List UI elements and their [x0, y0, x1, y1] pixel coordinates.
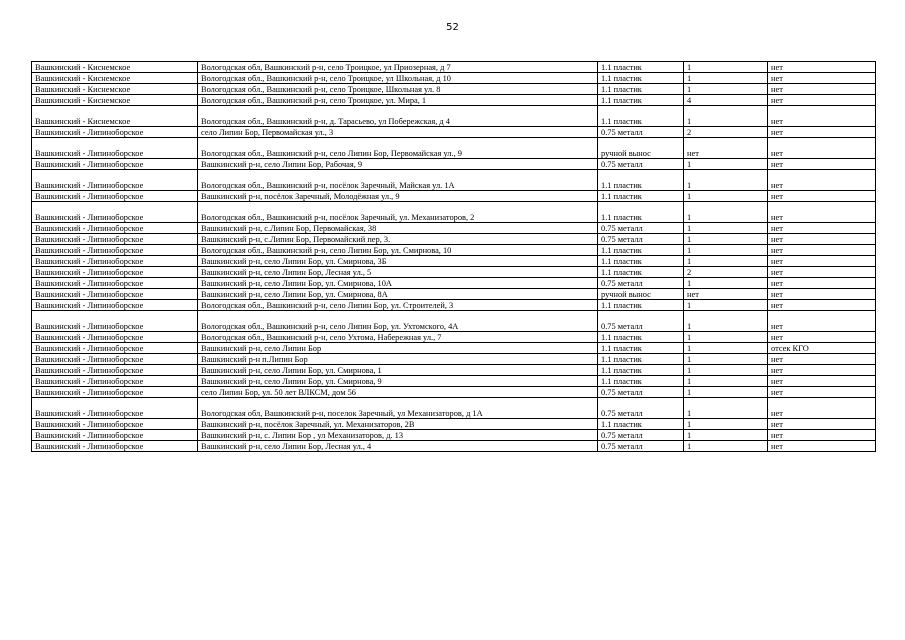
address-cell: Вологодская обл., Вашкинский р-н, село Липин Бор, ул. Смирнова, 10: [198, 245, 598, 256]
note-cell: нет: [768, 223, 876, 234]
note-cell: нет: [768, 267, 876, 278]
table-row: [32, 365, 876, 376]
table-row: [32, 62, 876, 73]
table-row: [32, 398, 876, 419]
settlement-cell: Вашкинский - Липиноборское: [32, 245, 198, 256]
table-row: [32, 343, 876, 354]
container-count-cell: 1: [684, 245, 768, 256]
address-cell: Вашкинский р-н, село Липин Бор, ул. Смирнова, 10А: [198, 278, 598, 289]
container-type-cell: 1.1 пластик: [598, 300, 684, 311]
address-cell: Вологодская обл., Вашкинский р-н, посёлок Заречный, Майская ул. 1А: [198, 170, 598, 191]
table-body: [32, 62, 876, 452]
container-count-cell: 1: [684, 278, 768, 289]
table-row: [32, 332, 876, 343]
address-cell: Вашкинский р-н, посёлок Заречный, ул. Механизаторов, 2В: [198, 419, 598, 430]
note-cell: отсек КГО: [768, 343, 876, 354]
table-row: [32, 354, 876, 365]
table-row: [32, 256, 876, 267]
address-cell: Вашкинский р-н, село Липин Бор, ул. Смирнова, 9: [198, 376, 598, 387]
settlement-cell: Вашкинский - Липиноборское: [32, 398, 198, 419]
container-count-cell: 1: [684, 256, 768, 267]
address-cell: село Липин Бор, ул. 50 лет ВЛКСМ, дом 56: [198, 387, 598, 398]
table-row: [32, 106, 876, 127]
settlement-cell: Вашкинский - Липиноборское: [32, 202, 198, 223]
container-count-cell: 1: [684, 365, 768, 376]
address-cell: Вологодская обл., Вашкинский р-н, село Липин Бор, ул. Строителей, 3: [198, 300, 598, 311]
table-row: [32, 127, 876, 138]
container-type-cell: 0.75 металл: [598, 430, 684, 441]
settlement-cell: Вашкинский - Липиноборское: [32, 343, 198, 354]
container-type-cell: 0.75 металл: [598, 127, 684, 138]
note-cell: нет: [768, 127, 876, 138]
container-count-cell: 1: [684, 202, 768, 223]
settlement-cell: Вашкинский - Липиноборское: [32, 365, 198, 376]
note-cell: нет: [768, 191, 876, 202]
address-cell: Вологодская обл, Вашкинский р-н, поселок Заречный, ул Механизаторов, д 1А: [198, 398, 598, 419]
container-count-cell: 1: [684, 62, 768, 73]
address-cell: Вашкинский р-н, село Липин Бор: [198, 343, 598, 354]
container-type-cell: 1.1 пластик: [598, 62, 684, 73]
settlement-cell: Вашкинский - Киснемское: [32, 106, 198, 127]
settlement-cell: Вашкинский - Липиноборское: [32, 267, 198, 278]
settlement-cell: Вашкинский - Липиноборское: [32, 430, 198, 441]
container-type-cell: 1.1 пластик: [598, 256, 684, 267]
settlement-cell: Вашкинский - Липиноборское: [32, 223, 198, 234]
container-type-cell: 1.1 пластик: [598, 419, 684, 430]
settlement-cell: Вашкинский - Липиноборское: [32, 300, 198, 311]
note-cell: нет: [768, 398, 876, 419]
settlement-cell: Вашкинский - Киснемское: [32, 84, 198, 95]
container-count-cell: 1: [684, 376, 768, 387]
note-cell: нет: [768, 170, 876, 191]
container-count-cell: 2: [684, 127, 768, 138]
container-type-cell: 1.1 пластик: [598, 343, 684, 354]
note-cell: нет: [768, 106, 876, 127]
address-cell: Вологодская обл., Вашкинский р-н, посёлок Заречный, ул. Механизаторов, 2: [198, 202, 598, 223]
settlement-cell: Вашкинский - Липиноборское: [32, 278, 198, 289]
settlement-cell: Вашкинский - Липиноборское: [32, 332, 198, 343]
container-type-cell: 1.1 пластик: [598, 245, 684, 256]
settlement-cell: Вашкинский - Киснемское: [32, 62, 198, 73]
container-type-cell: 1.1 пластик: [598, 332, 684, 343]
address-cell: Вологодская обл., Вашкинский р-н, д. Тарасьево, ул Побережская, д 4: [198, 106, 598, 127]
container-type-cell: 0.75 металл: [598, 223, 684, 234]
table-row: [32, 300, 876, 311]
table-row: [32, 419, 876, 430]
note-cell: нет: [768, 84, 876, 95]
table-row: [32, 289, 876, 300]
note-cell: нет: [768, 365, 876, 376]
settlement-cell: Вашкинский - Липиноборское: [32, 127, 198, 138]
container-type-cell: 0.75 металл: [598, 278, 684, 289]
container-count-cell: 1: [684, 300, 768, 311]
container-type-cell: 0.75 металл: [598, 441, 684, 452]
note-cell: нет: [768, 73, 876, 84]
container-type-cell: ручной вынос: [598, 289, 684, 300]
note-cell: нет: [768, 159, 876, 170]
table-row: [32, 138, 876, 159]
settlement-cell: Вашкинский - Киснемское: [32, 95, 198, 106]
container-type-cell: 1.1 пластик: [598, 365, 684, 376]
settlement-cell: Вашкинский - Липиноборское: [32, 354, 198, 365]
container-type-cell: 1.1 пластик: [598, 106, 684, 127]
container-count-cell: 1: [684, 84, 768, 95]
settlement-cell: Вашкинский - Киснемское: [32, 73, 198, 84]
address-cell: Вашкинский р-н, село Липин Бор, Лесная ул., 4: [198, 441, 598, 452]
table-row: [32, 84, 876, 95]
container-type-cell: 0.75 металл: [598, 311, 684, 332]
container-count-cell: 1: [684, 354, 768, 365]
container-count-cell: 1: [684, 234, 768, 245]
page-number: 52: [446, 22, 459, 33]
settlement-cell: Вашкинский - Липиноборское: [32, 376, 198, 387]
address-cell: Вашкинский р-н, село Липин Бор, ул. Смирнова, 1: [198, 365, 598, 376]
table-row: [32, 441, 876, 452]
table-row: [32, 278, 876, 289]
settlement-cell: Вашкинский - Липиноборское: [32, 419, 198, 430]
container-count-cell: 1: [684, 398, 768, 419]
note-cell: нет: [768, 245, 876, 256]
address-cell: Вологодская обл., Вашкинский р-н, село Троицкое, ул. Мира, 1: [198, 95, 598, 106]
note-cell: нет: [768, 441, 876, 452]
settlement-cell: Вашкинский - Липиноборское: [32, 441, 198, 452]
container-count-cell: 4: [684, 95, 768, 106]
address-cell: Вашкинский р-н, село Липин Бор, Лесная ул., 5: [198, 267, 598, 278]
table-row: [32, 245, 876, 256]
container-count-cell: 1: [684, 430, 768, 441]
settlement-cell: Вашкинский - Липиноборское: [32, 138, 198, 159]
container-type-cell: 1.1 пластик: [598, 95, 684, 106]
address-cell: Вологодская обл., Вашкинский р-н, село Троицкое, Школьная ул. 8: [198, 84, 598, 95]
address-cell: Вашкинский р-н, село Липин Бор, ул. Смирнова, 8А: [198, 289, 598, 300]
note-cell: нет: [768, 138, 876, 159]
address-cell: Вологодская обл, Вашкинский р-н, село Троицкое, ул Приозерная, д 7: [198, 62, 598, 73]
container-count-cell: 1: [684, 191, 768, 202]
table-row: [32, 223, 876, 234]
note-cell: нет: [768, 202, 876, 223]
settlement-cell: Вашкинский - Липиноборское: [32, 311, 198, 332]
table-row: [32, 311, 876, 332]
address-cell: Вашкинский р-н, село Липин Бор, ул. Смирнова, 3Б: [198, 256, 598, 267]
container-count-cell: 1: [684, 332, 768, 343]
table-row: [32, 267, 876, 278]
note-cell: нет: [768, 354, 876, 365]
address-cell: Вашкинский р-н, село Липин Бор, Рабочая, 9: [198, 159, 598, 170]
address-cell: Вологодская обл., Вашкинский р-н, село Липин Бор, Первомайская ул., 9: [198, 138, 598, 159]
container-count-cell: 1: [684, 311, 768, 332]
container-type-cell: 1.1 пластик: [598, 191, 684, 202]
address-cell: Вологодская обл., Вашкинский р-н, село Троицкое, ул Школьная, д 10: [198, 73, 598, 84]
note-cell: нет: [768, 95, 876, 106]
note-cell: нет: [768, 278, 876, 289]
table-row: [32, 376, 876, 387]
settlement-cell: Вашкинский - Липиноборское: [32, 234, 198, 245]
address-cell: Вашкинский р-н, с.Липин Бор, Первомайская, 38: [198, 223, 598, 234]
table-row: [32, 202, 876, 223]
note-cell: нет: [768, 234, 876, 245]
container-count-cell: 1: [684, 223, 768, 234]
note-cell: нет: [768, 419, 876, 430]
container-count-cell: 1: [684, 419, 768, 430]
waste-site-table: [31, 61, 876, 452]
note-cell: нет: [768, 387, 876, 398]
container-count-cell: 1: [684, 441, 768, 452]
container-count-cell: нет: [684, 138, 768, 159]
address-cell: Вашкинский р-н п.Липин Бор: [198, 354, 598, 365]
container-type-cell: 1.1 пластик: [598, 170, 684, 191]
container-type-cell: 1.1 пластик: [598, 267, 684, 278]
note-cell: нет: [768, 62, 876, 73]
container-type-cell: 1.1 пластик: [598, 73, 684, 84]
container-type-cell: 1.1 пластик: [598, 202, 684, 223]
container-type-cell: 1.1 пластик: [598, 84, 684, 95]
note-cell: нет: [768, 256, 876, 267]
note-cell: нет: [768, 311, 876, 332]
container-count-cell: 1: [684, 159, 768, 170]
table-row: [32, 430, 876, 441]
table-row: [32, 159, 876, 170]
container-count-cell: 1: [684, 170, 768, 191]
address-cell: Вашкинский р-н, с.Липин Бор, Первомайский пер, 3.: [198, 234, 598, 245]
note-cell: нет: [768, 332, 876, 343]
table-row: [32, 73, 876, 84]
table-row: [32, 170, 876, 191]
table-row: [32, 387, 876, 398]
container-count-cell: 1: [684, 106, 768, 127]
settlement-cell: Вашкинский - Липиноборское: [32, 170, 198, 191]
address-cell: Вашкинский р-н, с. Липин Бор , ул Механизаторов, д. 13: [198, 430, 598, 441]
container-count-cell: 1: [684, 387, 768, 398]
address-cell: Вологодская обл., Вашкинский р-н, село Ухтома, Набережная ул., 7: [198, 332, 598, 343]
address-cell: Вашкинский р-н, посёлок Заречный, Молодёжная ул., 9: [198, 191, 598, 202]
container-type-cell: 0.75 металл: [598, 398, 684, 419]
table-row: [32, 95, 876, 106]
container-type-cell: 0.75 металл: [598, 159, 684, 170]
note-cell: нет: [768, 289, 876, 300]
address-cell: Вологодская обл., Вашкинский р-н, село Липин Бор, ул. Ухтомского, 4А: [198, 311, 598, 332]
note-cell: нет: [768, 430, 876, 441]
note-cell: нет: [768, 300, 876, 311]
container-type-cell: 1.1 пластик: [598, 376, 684, 387]
container-type-cell: 0.75 металл: [598, 387, 684, 398]
settlement-cell: Вашкинский - Липиноборское: [32, 191, 198, 202]
container-type-cell: 1.1 пластик: [598, 354, 684, 365]
settlement-cell: Вашкинский - Липиноборское: [32, 256, 198, 267]
note-cell: нет: [768, 376, 876, 387]
container-type-cell: 0.75 металл: [598, 234, 684, 245]
container-count-cell: 1: [684, 343, 768, 354]
container-count-cell: 2: [684, 267, 768, 278]
container-count-cell: 1: [684, 73, 768, 84]
container-count-cell: нет: [684, 289, 768, 300]
settlement-cell: Вашкинский - Липиноборское: [32, 289, 198, 300]
settlement-cell: Вашкинский - Липиноборское: [32, 159, 198, 170]
table-row: [32, 234, 876, 245]
address-cell: село Липин Бор, Первомайская ул., 3: [198, 127, 598, 138]
settlement-cell: Вашкинский - Липиноборское: [32, 387, 198, 398]
container-type-cell: ручной вынос: [598, 138, 684, 159]
table-row: [32, 191, 876, 202]
